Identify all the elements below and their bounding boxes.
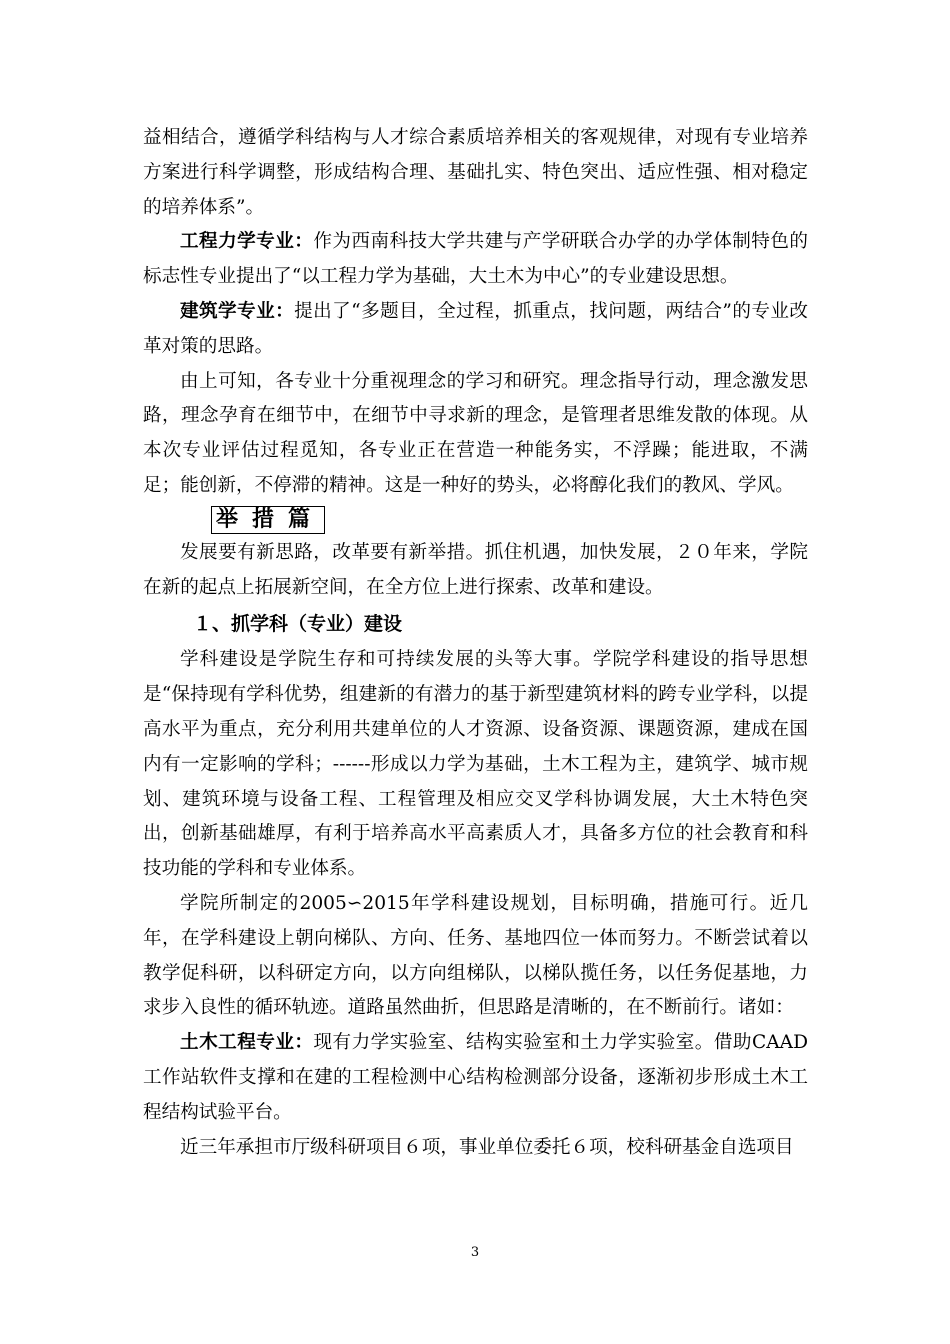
paragraph: 近三年承担市厅级科研项目６项，事业单位委托６项，校科研基金自选项目 — [180, 1136, 794, 1158]
paragraph — [143, 295, 808, 365]
paragraph: 由上可知，各专业十分重视理念的学习和研究。理念指导行动，理念激发思路，理念孕育在细节中，在细节中寻求新的理念，是管理者思维发散的体现。从本次专业评估过程觅知，各专业正在营造一种能务实，不浮躁；能进取，不满足；能创新，不停滞的精神。这是一种好的势头，必将醇化我们的教风、学风。 — [143, 370, 808, 496]
paragraph-text: 提出了“多题目，全过程，抓重点，找问题，两结合”的专业改革对策的思路。 — [143, 300, 808, 357]
paragraph: 学院所制定的2005∽2015年学科建设规划，目标明确，措施可行。近几年，在学科建设上朝向梯队、方向、任务、基地四位一体而努力。不断尝试着以教学促科研，以科研定方向，以方向组梯队，以梯队揽任务，以任务促基地，力求步入良性的循环轨迹。道路虽然曲折，但思路是清晰的，在不断前行。诸如： — [143, 892, 808, 1019]
page-number: 3 — [470, 1245, 480, 1260]
paragraph-text: 现有力学实验室、结构实验室和土力学实验室。借助CAAD工作站软件支撑和在建的工程检测中心结构检测部分设备，逐渐初步形成土木工程结构试验平台。 — [143, 1032, 808, 1123]
paragraph: 学科建设是学院生存和可持续发展的头等大事。学院学科建设的指导思想是“保持现有学科优势，组建新的有潜力的基于新型建筑材料的跨专业学科，以提高水平为重点，充分利用共建单位的人才资源、设备资源、课题资源，建成在国内有一定影响的学科；------形成以力学为基础，土木工程为主，建筑学、城市规划、建筑环境与设备工程、工程管理及相应交叉学科协调发展，大土木特色突出，创新基础雄厚，有利于培养高水平高素质人才，具备多方位的社会教育和科技功能的学科和专业体系。 — [143, 649, 808, 880]
paragraph — [143, 1026, 808, 1130]
paragraph — [143, 225, 808, 295]
paragraph: 益相结合，遵循学科结构与人才综合素质培养相关的客观规律，对现有专业培养方案进行科学调整，形成结构合理、基础扎实、特色突出、适应性强、相对稳定的培养体系”。 — [143, 127, 808, 218]
paragraph-text: 作为西南科技大学共建与产学研联合办学的办学体制特色的标志性专业提出了“以工程力学为基础，大土木为中心”的专业建设思想。 — [143, 231, 808, 288]
document-body — [143, 121, 808, 1165]
subsection-heading: １、抓学科（专业）建设 — [193, 613, 403, 636]
paragraph-label: 工程力学专业： — [180, 231, 314, 253]
paragraph-label: 土木工程专业： — [180, 1032, 314, 1054]
paragraph-label: 建筑学专业： — [180, 300, 295, 322]
section-title: 举措篇 — [211, 506, 325, 534]
paragraph: 发展要有新思路，改革要有新举措。抓住机遇，加快发展，２０年来，学院在新的起点上拓展新空间，在全方位上进行探索、改革和建设。 — [143, 541, 808, 598]
